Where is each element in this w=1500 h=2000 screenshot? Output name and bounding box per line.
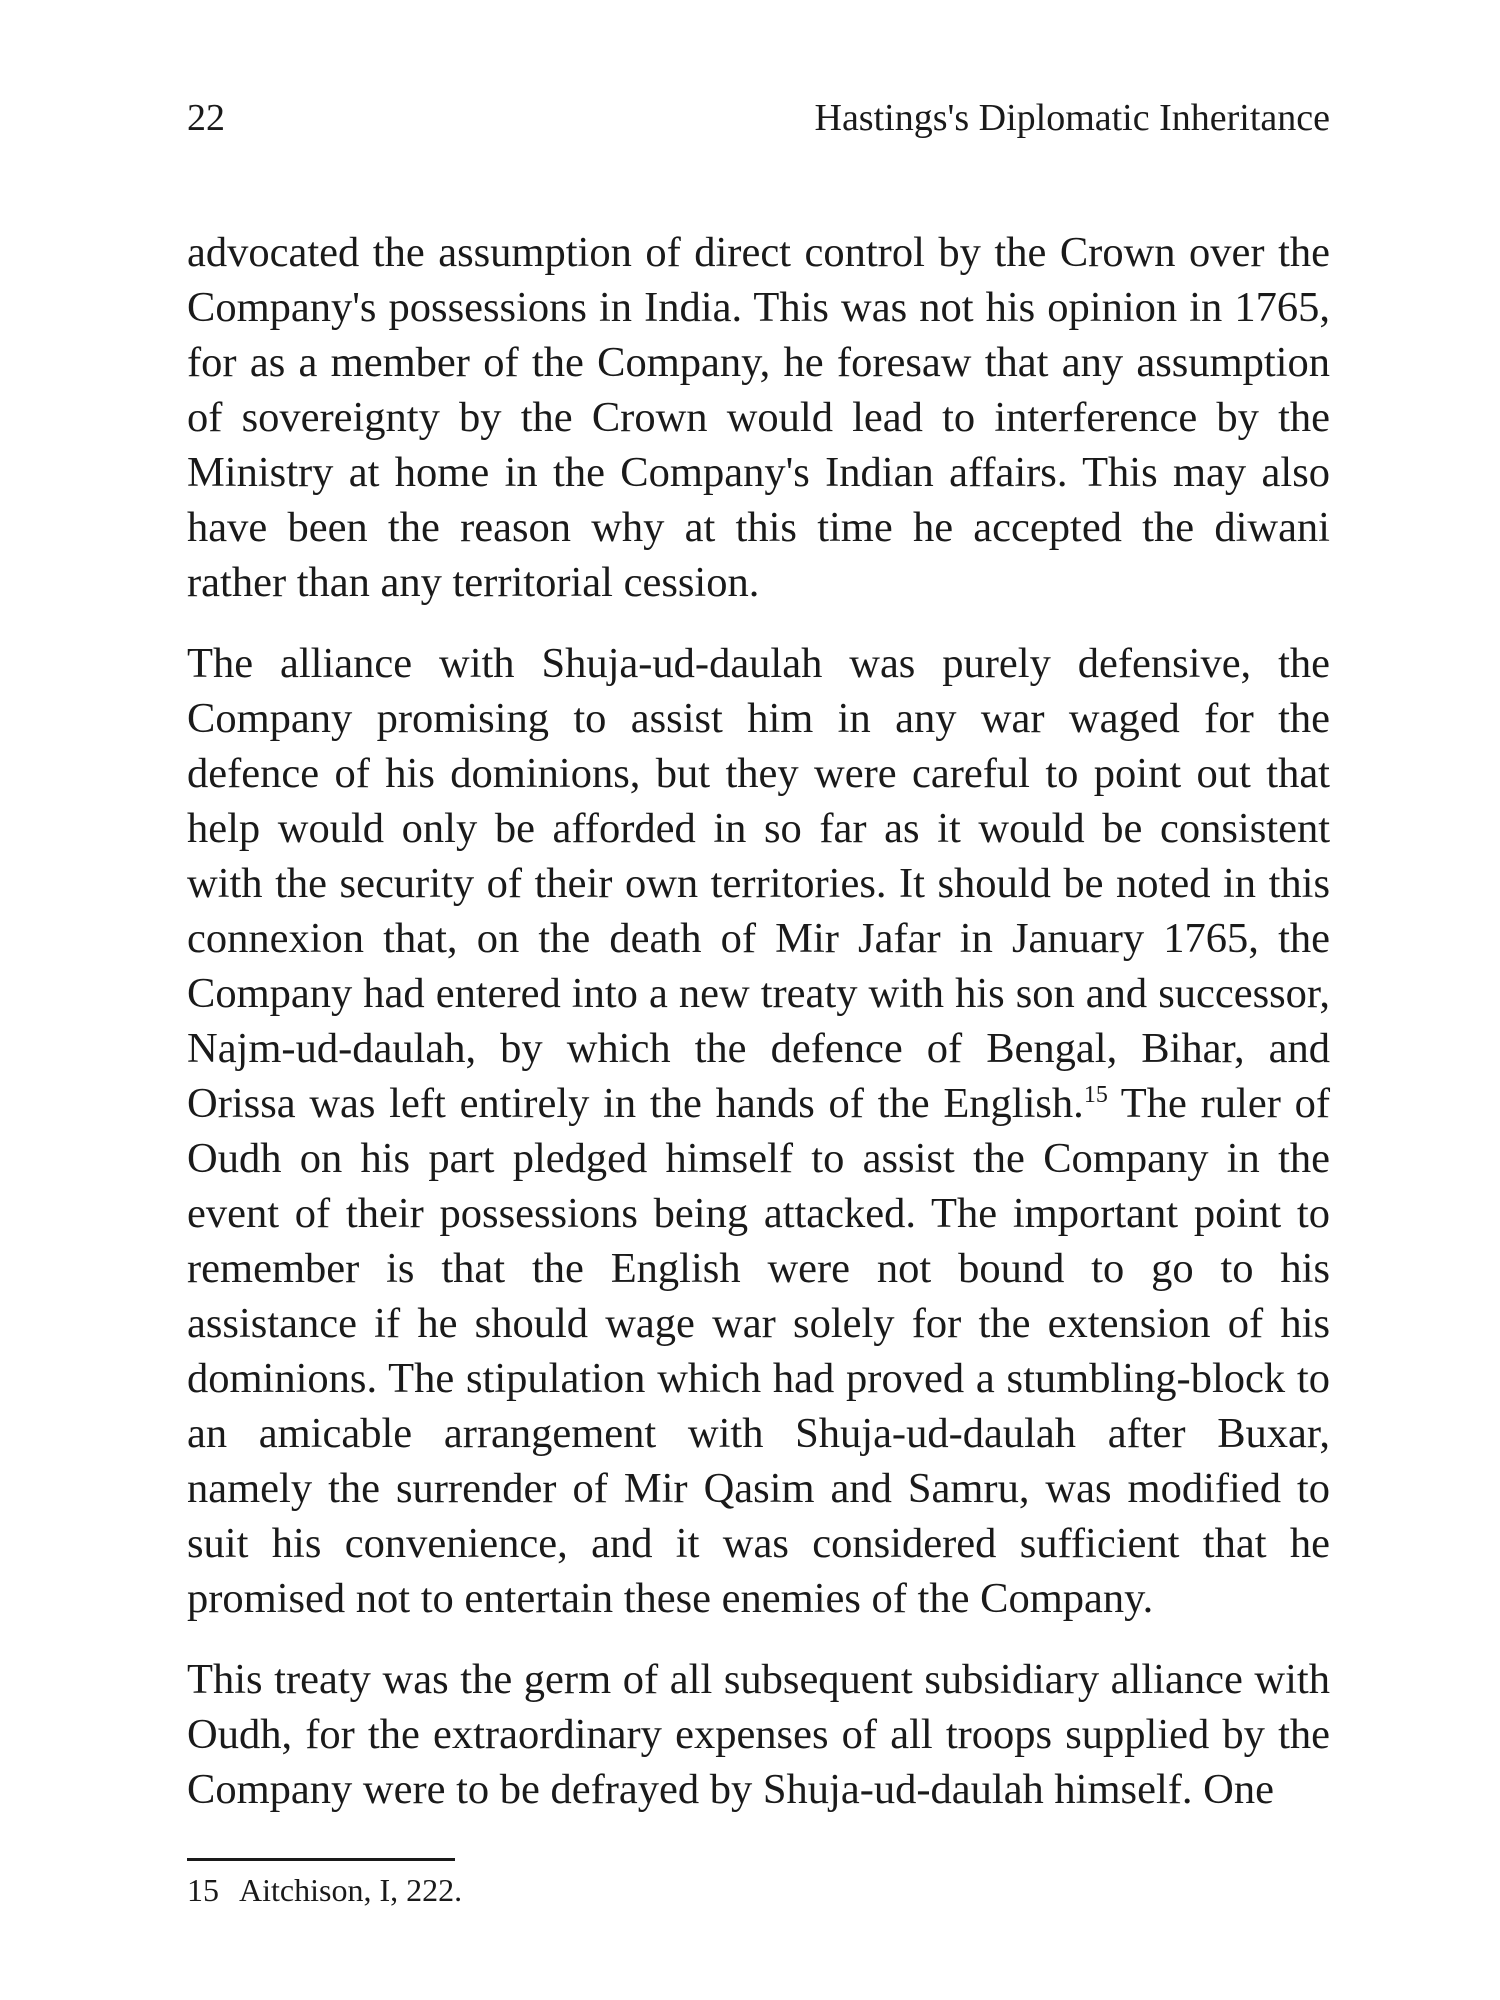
footnote: [187, 1870, 462, 1910]
page-number: 22: [187, 97, 225, 139]
body-text: [187, 225, 1330, 1843]
paragraph-3: This treaty was the germ of all subsequent subsidiary alliance with Oudh, for the extraordinary expenses of all troops supplied by the Company were to be defrayed by Shuja-ud-daulah himself. One: [187, 1656, 1330, 1813]
footnote-text: Aitchison, I, 222.: [239, 1872, 463, 1908]
running-title: Hastings's Diplomatic Inheritance: [814, 97, 1330, 139]
paragraph-2: [187, 636, 1330, 1626]
paragraph-1: advocated the assumption of direct control by the Crown over the Company's possessions in India. This was not his opinion in 1765, for as a member of the Company, he foresaw that any assumption of sovereignty by the Crown would lead to interference by the Ministry at home in the Company's Indian affairs. This may also have been the reason why at this time he accepted the diwani rather than any territorial cession.: [187, 229, 1330, 606]
paragraph-2-text-after: The ruler of Oudh on his part pledged himself to assist the Company in the event of their possessions being attacked. The important point to remember is that the English were not bound to go to his assistance if he should wage war solely for the extension of his dominions. The stipulation which had proved a stumbling-block to an amicable arrangement with Shuja-ud-daulah after Buxar, namely the surrender of Mir Qasim and Samru, was modified to suit his convenience, and it was considered sufficient that he promised not to entertain these enemies of the Company.: [187, 1080, 1330, 1622]
footnote-reference: 15: [1083, 1081, 1108, 1108]
running-head: [187, 96, 1330, 146]
paragraph-2-text-before: The alliance with Shuja-ud-daulah was purely defensive, the Company promising to assist him in any war waged for the defence of his dominions, but they were careful to point out that help would only be afforded in so far as it would be consistent with the security of their own territories. It should be noted in this connexion that, on the death of Mir Jafar in January 1765, the Company had entered into a new treaty with his son and successor, Najm-ud-daulah, by which the defence of Bengal, Bihar, and Orissa was left entirely in the hands of the English.: [187, 640, 1330, 1127]
footnote-divider: [187, 1858, 455, 1861]
footnote-number: 15: [187, 1872, 219, 1908]
